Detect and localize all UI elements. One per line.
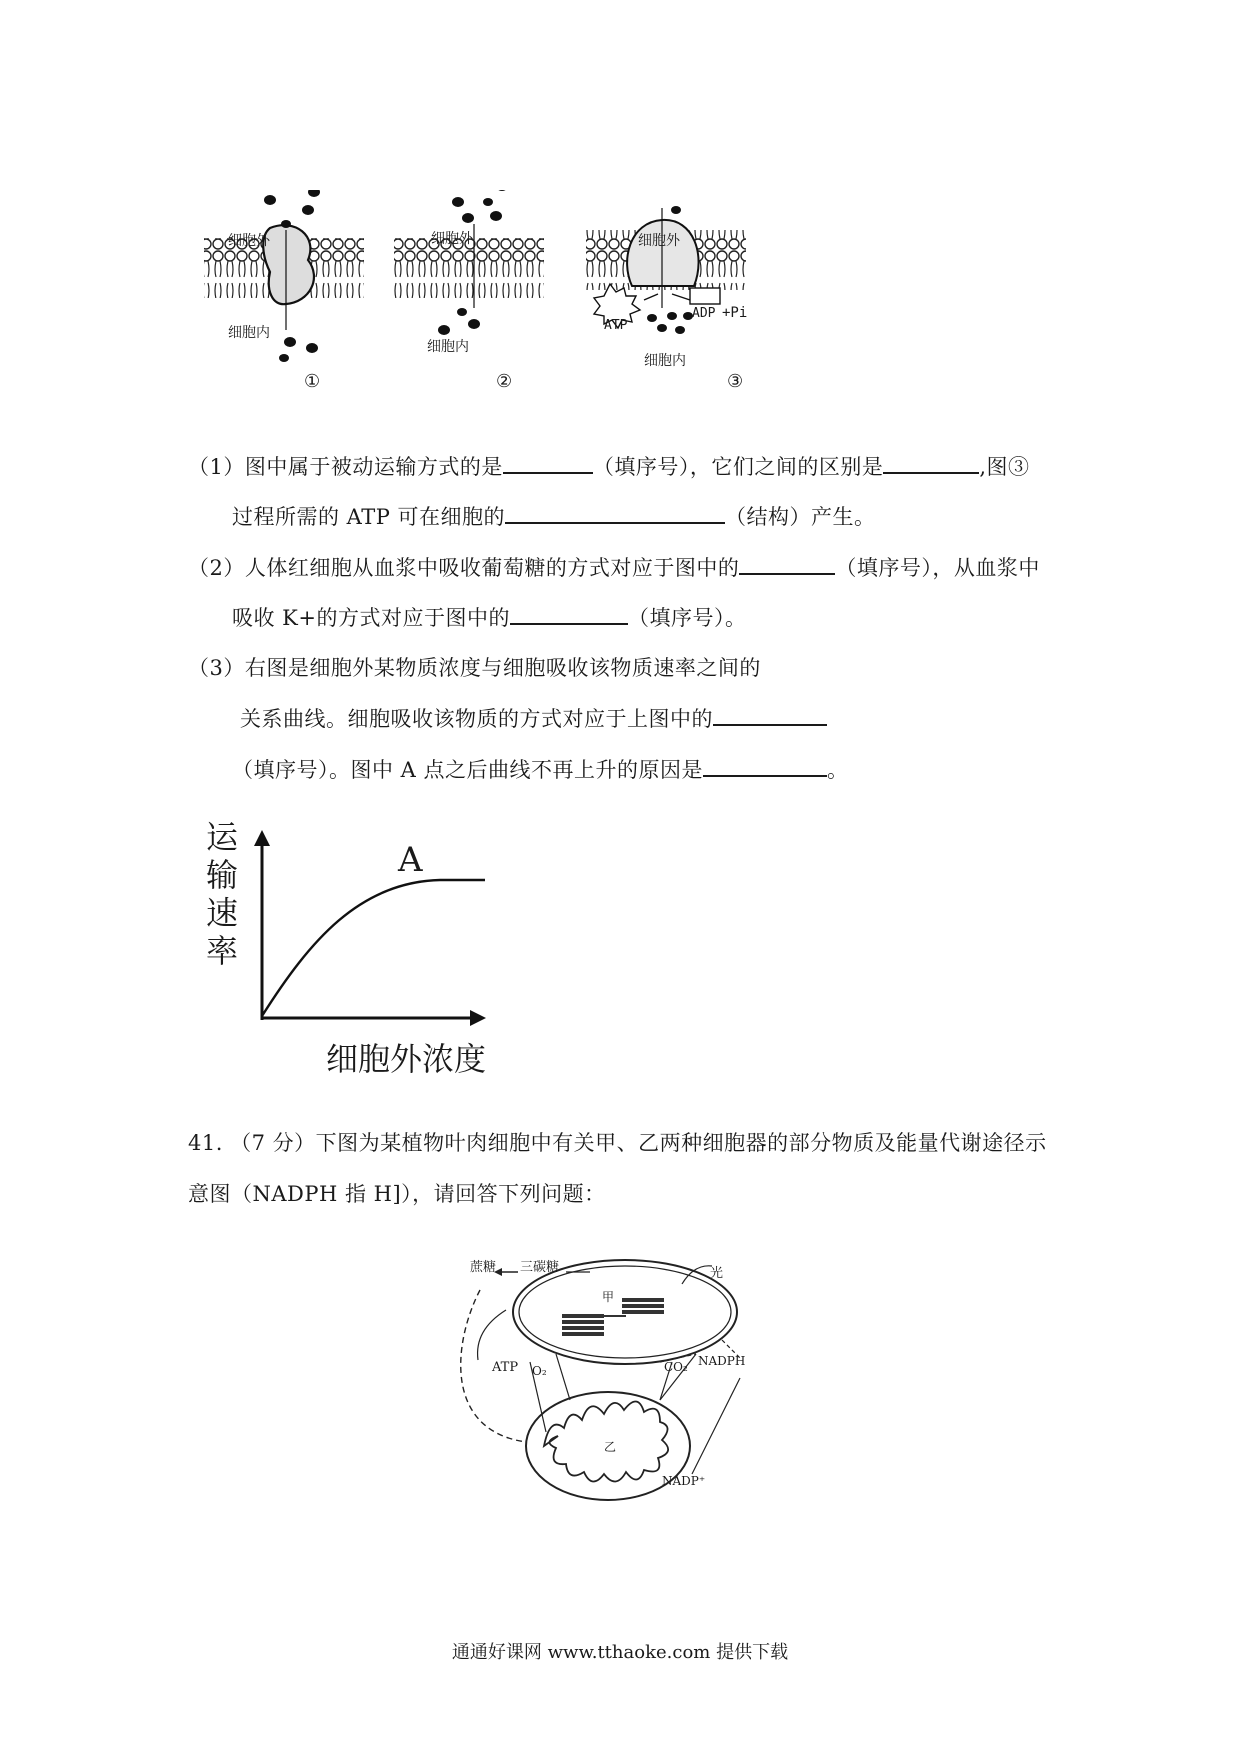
fig2-inside-label: 细胞内 xyxy=(427,339,469,355)
yi-label: 乙 xyxy=(604,1440,617,1454)
q41-line2: 意图（NADPH 指 H]），请回答下列问题： xyxy=(188,1182,606,1206)
fig2-outside-label: 细胞外 xyxy=(431,231,473,247)
q2-line1: （2）人体红细胞从血浆中吸收葡萄糖的方式对应于图中的 （填序号），从血浆中 xyxy=(188,553,1040,582)
light-label: 光 xyxy=(710,1266,724,1281)
membrane-figures xyxy=(200,190,880,400)
q3-line3: （填序号）。图中 A 点之后曲线不再上升的原因是 。 xyxy=(232,755,849,784)
o2-label: O₂ xyxy=(532,1364,547,1378)
triose-label: 三碳糖 xyxy=(520,1260,560,1275)
q2-blank-potassium[interactable] xyxy=(510,603,628,625)
membrane-figure-2 xyxy=(394,190,544,335)
jia-label: 甲 xyxy=(602,1290,615,1304)
fig1-outside-label: 细胞外 xyxy=(228,233,270,249)
q3-line1: （3）右图是细胞外某物质浓度与细胞吸收该物质速率之间的 xyxy=(188,656,761,680)
atp-label: ATP xyxy=(604,318,628,333)
figure-number-1: ① xyxy=(304,371,321,392)
figure-number-2: ② xyxy=(496,371,513,392)
q1-line1: （1）图中属于被动运输方式的是 （填序号），它们之间的区别是 ,图③ xyxy=(188,452,1030,481)
q2-blank-glucose[interactable] xyxy=(739,553,835,575)
q1-blank-passive[interactable] xyxy=(503,452,593,474)
nadp-label: NADP⁺ xyxy=(662,1474,706,1488)
q2-line2: 吸收 K+的方式对应于图中的 （填序号）。 xyxy=(232,603,746,632)
fig3-outside-label: 细胞外 xyxy=(638,233,680,249)
pi-label: +Pi xyxy=(722,305,748,321)
q3-blank-reason[interactable] xyxy=(703,755,827,777)
nadph-label: NADPH xyxy=(698,1354,746,1368)
sucrose-label: 蔗糖 xyxy=(470,1260,497,1275)
adp-label: ADP xyxy=(692,306,716,321)
q41-line1: 41. （7 分）下图为某植物叶肉细胞中有关甲、乙两种细胞器的部分物质及能量代谢途径示 xyxy=(188,1131,1047,1155)
q3-line2: 关系曲线。细胞吸收该物质的方式对应于上图中的 xyxy=(240,704,827,733)
co2-label: CO₂ xyxy=(664,1360,688,1374)
chloroplast xyxy=(513,1260,737,1364)
rate-chart-ylabel: 运 输 速 率 xyxy=(205,818,238,970)
q1-line2: 过程所需的 ATP 可在细胞的 （结构）产生。 xyxy=(232,502,876,531)
fig3-inside-label: 细胞内 xyxy=(644,353,686,369)
fig1-inside-label: 细胞内 xyxy=(228,325,270,341)
q1-blank-structure[interactable] xyxy=(505,502,725,524)
q3-blank-method[interactable] xyxy=(713,704,827,726)
x-axis-arrow xyxy=(470,1010,486,1026)
point-a-label: A xyxy=(398,840,423,880)
figure-number-3: ③ xyxy=(727,371,744,392)
y-axis-arrow xyxy=(254,830,270,846)
page-footer: 通通好课网 www.tthaoke.com 提供下载 xyxy=(451,1642,789,1663)
q1-blank-difference[interactable] xyxy=(883,452,979,474)
rate-chart xyxy=(250,830,500,1030)
saturation-curve xyxy=(262,880,485,1016)
rate-chart-xlabel: 细胞外浓度 xyxy=(326,1040,487,1078)
atp-diagram-label: ATP xyxy=(492,1360,519,1375)
